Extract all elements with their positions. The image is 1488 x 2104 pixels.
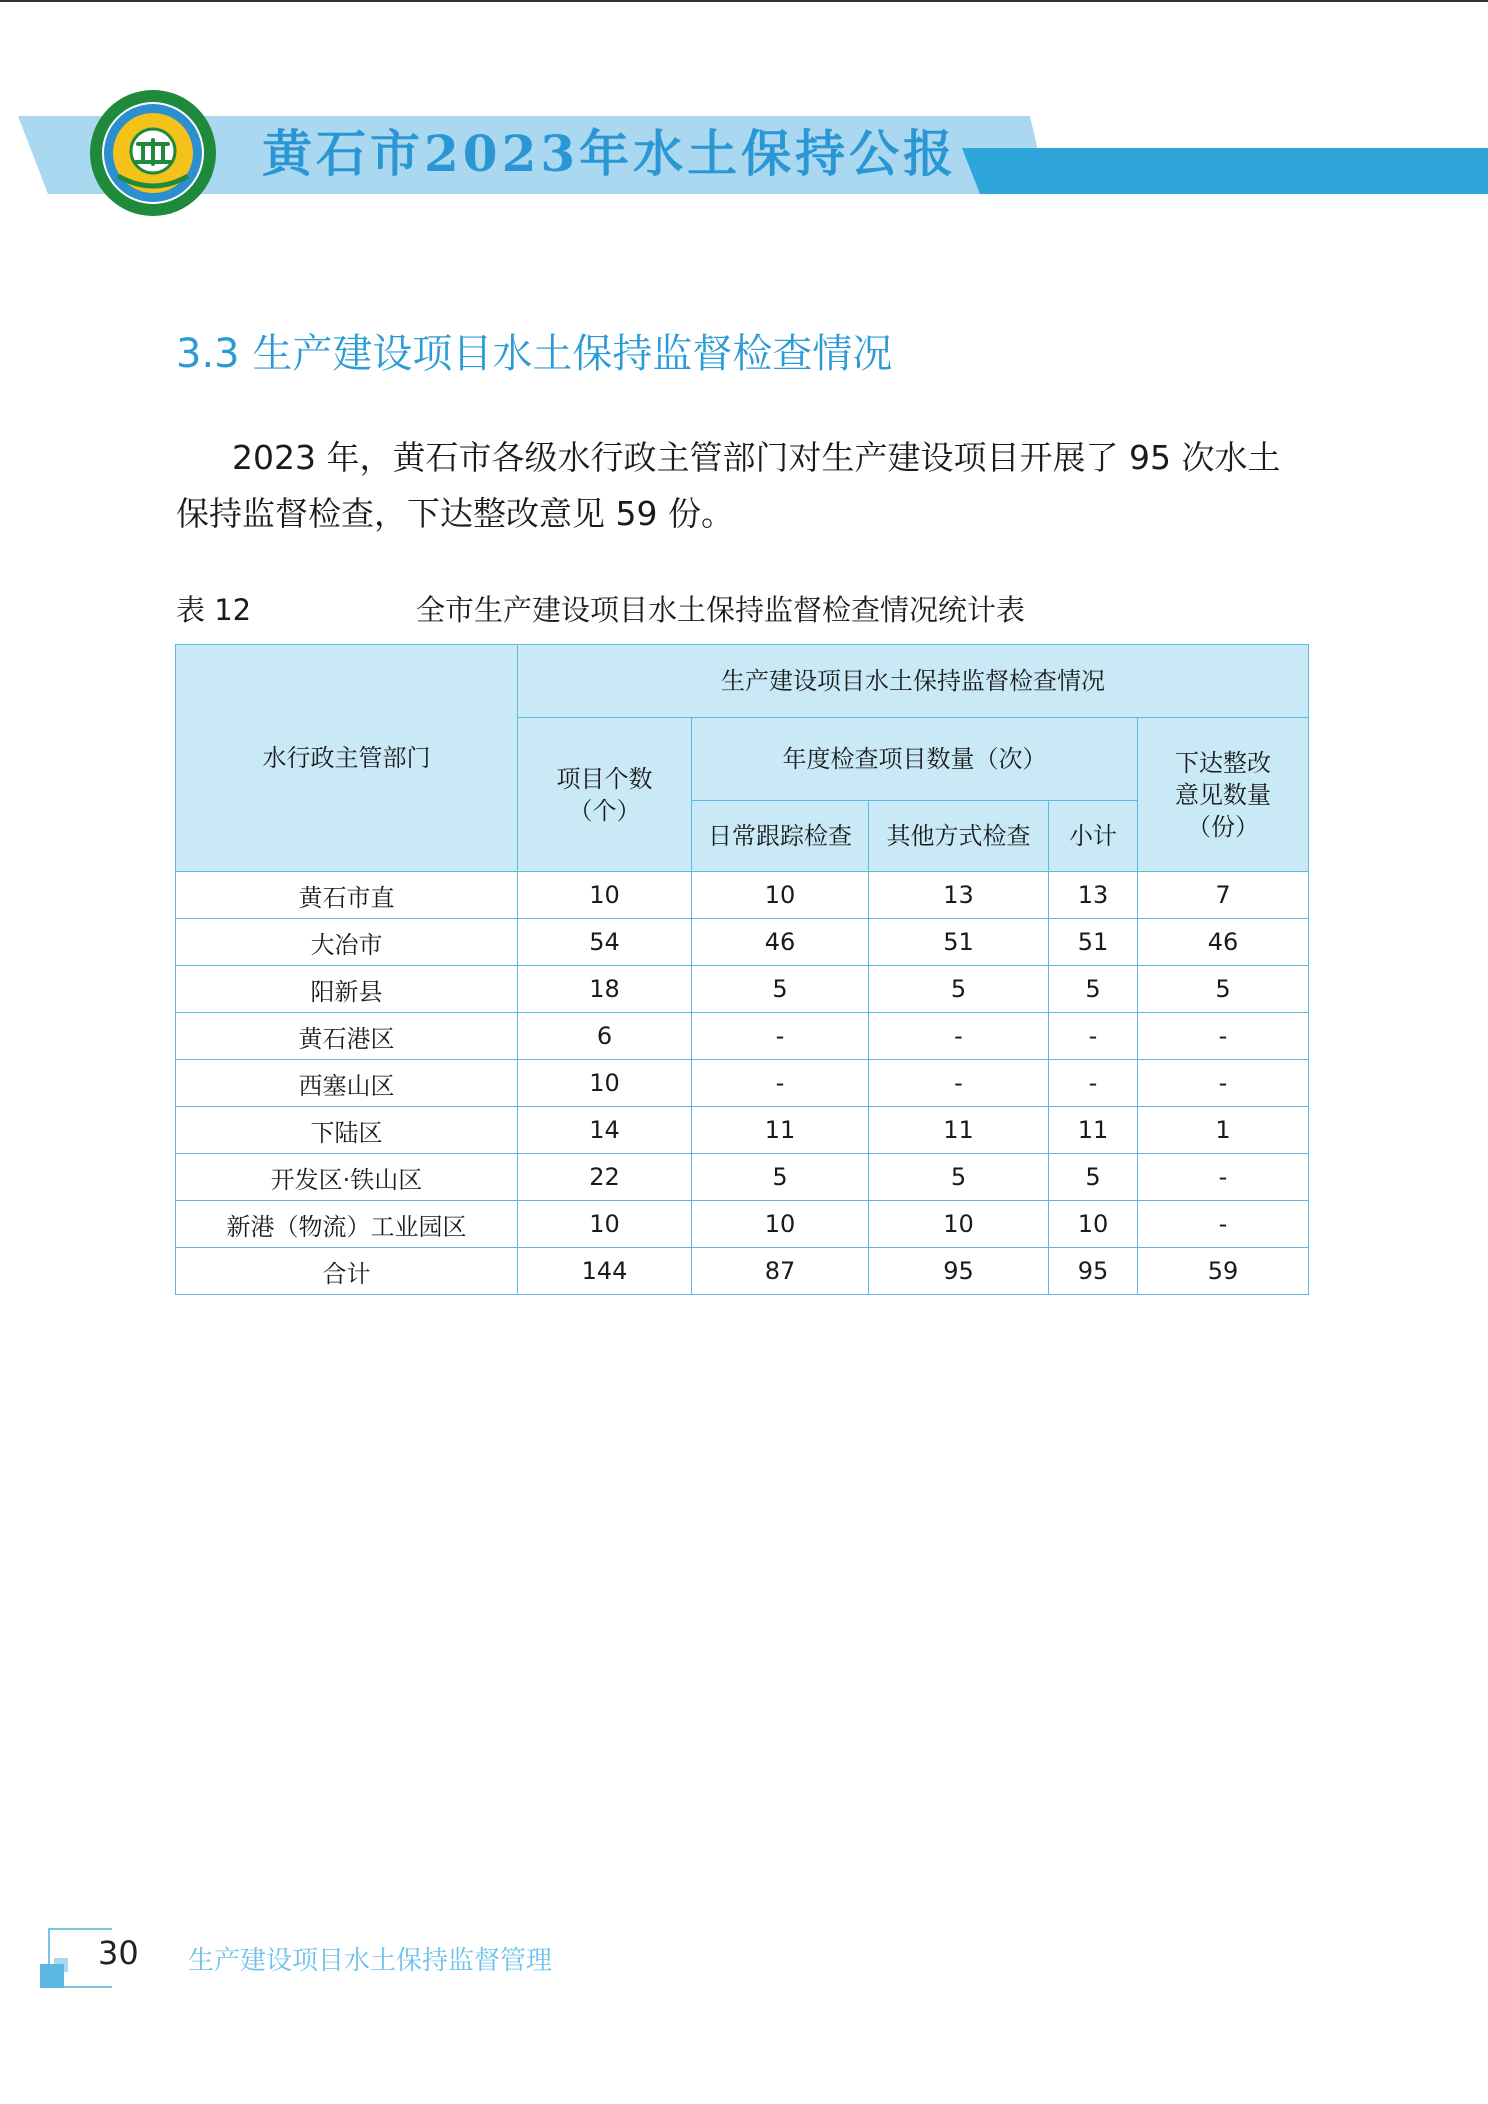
cell-other: - (869, 1013, 1049, 1060)
cell-daily: 10 (692, 872, 869, 919)
cell-department: 黄石市直 (176, 872, 518, 919)
cell-rectification: 7 (1138, 872, 1309, 919)
cell-daily: 11 (692, 1107, 869, 1154)
cell-subtotal: 13 (1049, 872, 1138, 919)
cell-department: 合计 (176, 1248, 518, 1295)
cell-other: 11 (869, 1107, 1049, 1154)
cell-subtotal: 5 (1049, 1154, 1138, 1201)
cell-daily: - (692, 1013, 869, 1060)
table-row (176, 1248, 1309, 1295)
cell-projects: 144 (518, 1248, 692, 1295)
cell-department: 新港（物流）工业园区 (176, 1201, 518, 1248)
cell-subtotal: 95 (1049, 1248, 1138, 1295)
cell-other: 5 (869, 1154, 1049, 1201)
cell-projects: 10 (518, 872, 692, 919)
cell-daily: - (692, 1060, 869, 1107)
cell-rectification: 1 (1138, 1107, 1309, 1154)
section-paragraph: 2023 年，黄石市各级水行政主管部门对生产建设项目开展了 95 次水土保持监督检查，下达整改意见 59 份。 (176, 438, 1281, 533)
cell-department: 大冶市 (176, 919, 518, 966)
cell-subtotal: - (1049, 1013, 1138, 1060)
cell-daily: 46 (692, 919, 869, 966)
cell-other: 10 (869, 1201, 1049, 1248)
cell-daily: 10 (692, 1201, 869, 1248)
table-row (176, 1013, 1309, 1060)
footer-chapter: 生产建设项目水土保持监督管理 (188, 1946, 553, 1976)
cell-rectification: - (1138, 1154, 1309, 1201)
cell-subtotal: - (1049, 1060, 1138, 1107)
cell-department: 黄石港区 (176, 1013, 518, 1060)
table-row (176, 1201, 1309, 1248)
cell-rectification: 5 (1138, 966, 1309, 1013)
table-row (176, 1060, 1309, 1107)
inspection-table (175, 644, 1309, 1295)
header-subtotal: 小计 (1049, 801, 1138, 872)
cell-other: 51 (869, 919, 1049, 966)
cell-daily: 87 (692, 1248, 869, 1295)
header-other-methods: 其他方式检查 (869, 801, 1049, 872)
header-rectification (1138, 718, 1309, 872)
table-row (176, 919, 1309, 966)
cell-projects: 14 (518, 1107, 692, 1154)
header-group: 生产建设项目水土保持监督检查情况 (518, 645, 1309, 718)
top-rule (0, 0, 1488, 2)
cell-other: 95 (869, 1248, 1049, 1295)
cell-department: 西塞山区 (176, 1060, 518, 1107)
header-annual-inspections: 年度检查项目数量（次） (692, 718, 1138, 801)
table-row (176, 872, 1309, 919)
cell-subtotal: 11 (1049, 1107, 1138, 1154)
table-row (176, 1107, 1309, 1154)
header-department: 水行政主管部门 (176, 645, 518, 872)
page-number: 30 (98, 1934, 139, 1972)
cell-department: 下陆区 (176, 1107, 518, 1154)
table-caption (176, 588, 1056, 628)
cell-other: - (869, 1060, 1049, 1107)
cell-rectification: - (1138, 1060, 1309, 1107)
header-project-count (518, 718, 692, 872)
header-daily-tracking: 日常跟踪检查 (692, 801, 869, 872)
cell-subtotal: 5 (1049, 966, 1138, 1013)
cell-daily: 5 (692, 1154, 869, 1201)
cell-department: 阳新县 (176, 966, 518, 1013)
header-rectification-label: 下达整改意见数量（份） (1175, 748, 1271, 841)
cell-rectification: 59 (1138, 1248, 1309, 1295)
table-row (176, 1154, 1309, 1201)
soil-conservation-logo-icon (88, 88, 218, 218)
table-row (176, 966, 1309, 1013)
cell-rectification: - (1138, 1201, 1309, 1248)
cell-projects: 10 (518, 1201, 692, 1248)
footer-square (40, 1964, 64, 1988)
cell-rectification: - (1138, 1013, 1309, 1060)
cell-projects: 6 (518, 1013, 692, 1060)
cell-other: 5 (869, 966, 1049, 1013)
cell-rectification: 46 (1138, 919, 1309, 966)
cell-projects: 22 (518, 1154, 692, 1201)
cell-other: 13 (869, 872, 1049, 919)
header-accent-band (962, 148, 1488, 194)
section-title: 3.3 生产建设项目水土保持监督检查情况 (176, 331, 893, 377)
cell-department: 开发区·铁山区 (176, 1154, 518, 1201)
table-title: 全市生产建设项目水土保持监督检查情况统计表 (416, 593, 1026, 627)
cell-subtotal: 51 (1049, 919, 1138, 966)
header-title: 黄石市2023年水土保持公报 (262, 124, 958, 183)
cell-daily: 5 (692, 966, 869, 1013)
table-label: 表 12 (176, 593, 252, 627)
cell-projects: 10 (518, 1060, 692, 1107)
cell-projects: 54 (518, 919, 692, 966)
header-project-count-label: 项目个数（个） (556, 764, 653, 825)
cell-subtotal: 10 (1049, 1201, 1138, 1248)
cell-projects: 18 (518, 966, 692, 1013)
